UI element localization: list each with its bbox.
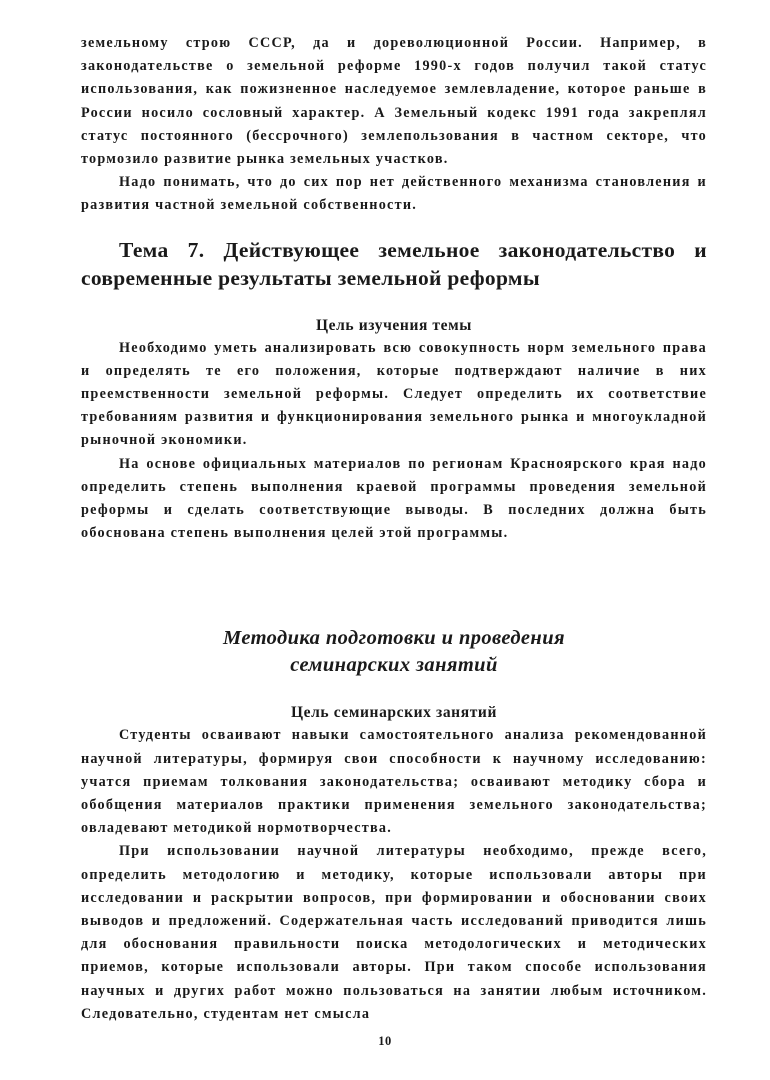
body-paragraph: На основе официальных материалов по регионам Красноярского края надо определить степень выполнения краевой программы проведения земельной реформы и сделать соответствующие выводы. В последних должна быть обоснована степень выполнения целей этой программы.	[81, 455, 707, 542]
document-page	[81, 32, 707, 1026]
page-number: 10	[378, 1034, 392, 1048]
body-paragraph: Необходимо уметь анализировать всю совокупность норм земельного права и определять те его положения, которые подтверждают наличие в них преемственности земельной реформы. Следует определить их соответствие требованиям развития и функционирования земельного рынка и многоукладной рыночной экономики.	[81, 339, 707, 449]
body-paragraph: земельному строю СССР, да и дореволюционной России. Например, в законодательстве о земельной реформе 1990-х годов получил такой статус использования, как пожизненное наследуемое землевладение, которое раньше в России носило сословный характер. А Земельный кодекс 1991 года закреплял статус постоянного (бессрочного) землепользования в частном секторе, что тормозило развитие рынка земельных участков.	[81, 35, 707, 168]
topic-goal-heading: Цель изучения темы	[316, 316, 472, 334]
body-paragraph: Надо понимать, что до сих пор нет действенного механизма становления и развития частной земельной собственности.	[81, 174, 707, 214]
methodology-title-line: Методика подготовки и проведения	[223, 627, 565, 650]
methodology-title-line: семинарских занятий	[290, 654, 498, 677]
seminar-goal-heading: Цель семинарских занятий	[291, 704, 497, 722]
topic-title: Тема 7. Действующее земельное законодательство и современные результаты земельной реформы	[81, 237, 707, 290]
body-paragraph: При использовании научной литературы необходимо, прежде всего, определить методологию и методику, которые использовали авторы при исследовании и раскрытии вопросов, при формировании и обосновании своих выводов и предложений. Содержательная часть исследований приводится лишь для обоснования правильности поиска методологических и методических приемов, которые использовали авторы. При таком способе использования научных и других работ можно пользоваться на занятии любым источником. Следовательно, студентам нет смысла	[81, 843, 707, 1022]
methodology-title	[81, 625, 707, 679]
body-paragraph: Студенты осваивают навыки самостоятельного анализа рекомендованной научной литературы, формируя свои способности к научному исследованию: учатся приемам толкования законодательства; осваивают методику сбора и обобщения материалов практики применения земельного законодательства; овладевают методикой нормотворчества.	[81, 727, 707, 837]
